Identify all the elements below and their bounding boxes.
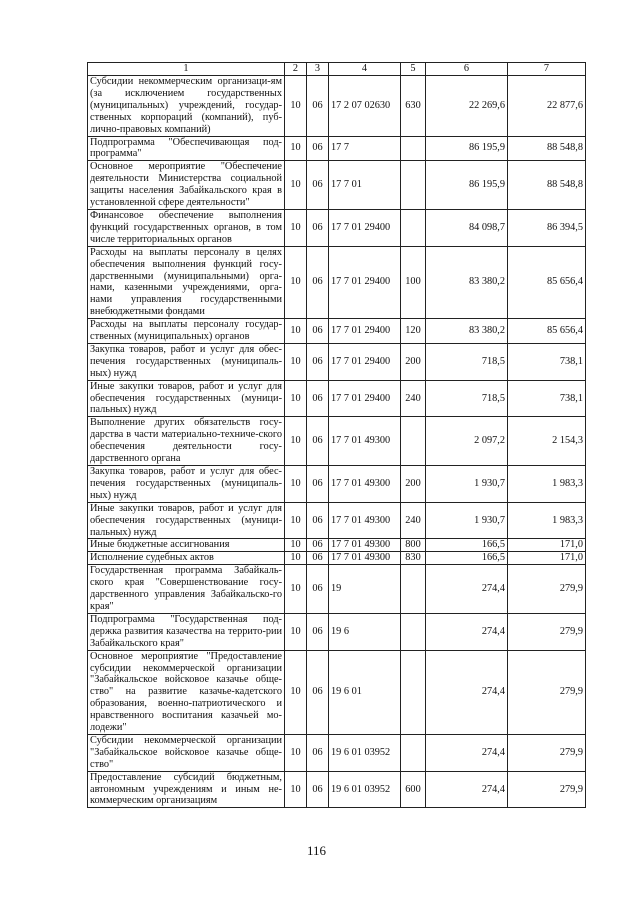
column-header: 4: [329, 63, 401, 76]
subsection-cell: 06: [307, 343, 329, 380]
target-article-cell: 17 7 01 49300: [329, 552, 401, 565]
row-name-cell: Основное мероприятие "Предоставление субсидии некоммерческой организации "Забайкальское войсковое казачье обще-ство" на развитие казачье-кадетского образования, военно-патриотического и нравственного воспитания казачьей мо-лодежи": [88, 650, 285, 734]
amount-year1-cell: 84 098,7: [426, 209, 508, 246]
subsection-cell: 06: [307, 319, 329, 344]
target-article-cell: 17 7: [329, 136, 401, 161]
expense-type-cell: [401, 417, 426, 466]
target-article-cell: 19 6 01 03952: [329, 734, 401, 771]
amount-year1-cell: 274,4: [426, 565, 508, 614]
column-header: 2: [285, 63, 307, 76]
subsection-cell: 06: [307, 136, 329, 161]
row-name-cell: Иные закупки товаров, работ и услуг для обеспечения государственных (муници-пальных) нужд: [88, 502, 285, 539]
table-row: [88, 209, 586, 246]
amount-year1-cell: 274,4: [426, 650, 508, 734]
target-article-cell: 17 7 01 49300: [329, 466, 401, 503]
row-name-cell: Расходы на выплаты персоналу государ-ственных (муниципальных) органов: [88, 319, 285, 344]
amount-year2-cell: 279,9: [508, 613, 586, 650]
row-name-cell: Закупка товаров, работ и услуг для обес-печения государственных (муниципаль-ных) нужд: [88, 466, 285, 503]
expense-type-cell: [401, 565, 426, 614]
table-row: [88, 417, 586, 466]
subsection-cell: 06: [307, 161, 329, 210]
expense-type-cell: 100: [401, 246, 426, 318]
amount-year1-cell: 83 380,2: [426, 319, 508, 344]
target-article-cell: 17 7 01 49300: [329, 539, 401, 552]
subsection-cell: 06: [307, 76, 329, 137]
expense-type-cell: 200: [401, 466, 426, 503]
table-body: [88, 76, 586, 808]
amount-year1-cell: 2 097,2: [426, 417, 508, 466]
section-cell: 10: [285, 161, 307, 210]
section-cell: 10: [285, 771, 307, 808]
subsection-cell: 06: [307, 246, 329, 318]
subsection-cell: 06: [307, 417, 329, 466]
section-cell: 10: [285, 136, 307, 161]
section-cell: 10: [285, 466, 307, 503]
table-row: [88, 466, 586, 503]
table-row: [88, 380, 586, 417]
amount-year1-cell: 274,4: [426, 771, 508, 808]
expense-type-cell: 240: [401, 380, 426, 417]
amount-year1-cell: 718,5: [426, 343, 508, 380]
target-article-cell: 17 7 01 29400: [329, 380, 401, 417]
row-name-cell: Выполнение других обязательств госу-дарства в части материально-техниче-ского обеспечения деятельности госу-дарственного органа: [88, 417, 285, 466]
section-cell: 10: [285, 209, 307, 246]
column-header: 5: [401, 63, 426, 76]
row-name-cell: Закупка товаров, работ и услуг для обес-печения государственных (муниципаль-ных) нужд: [88, 343, 285, 380]
amount-year1-cell: 86 195,9: [426, 161, 508, 210]
row-name-cell: Расходы на выплаты персоналу в целях обеспечения выполнения функций госу-дарственными (муниципальными) орга-нами, казенными учреждениями, орга-нами управления государственными внебюджетными фондами: [88, 246, 285, 318]
expense-type-cell: [401, 136, 426, 161]
table-row: [88, 136, 586, 161]
amount-year1-cell: 274,4: [426, 734, 508, 771]
section-cell: 10: [285, 552, 307, 565]
expense-type-cell: [401, 734, 426, 771]
column-header: 7: [508, 63, 586, 76]
subsection-cell: 06: [307, 209, 329, 246]
subsection-cell: 06: [307, 613, 329, 650]
amount-year2-cell: 738,1: [508, 343, 586, 380]
expense-type-cell: 630: [401, 76, 426, 137]
row-name-cell: Подпрограмма "Государственная под-держка развития казачества на террито-рии Забайкальского края": [88, 613, 285, 650]
subsection-cell: 06: [307, 734, 329, 771]
amount-year2-cell: 85 656,4: [508, 246, 586, 318]
row-name-cell: Финансовое обеспечение выполнения функций государственных органов, в том числе территориальных органов: [88, 209, 285, 246]
section-cell: 10: [285, 565, 307, 614]
section-cell: 10: [285, 613, 307, 650]
subsection-cell: 06: [307, 552, 329, 565]
amount-year2-cell: 1 983,3: [508, 502, 586, 539]
row-name-cell: Иные бюджетные ассигнования: [88, 539, 285, 552]
amount-year1-cell: 1 930,7: [426, 466, 508, 503]
section-cell: 10: [285, 76, 307, 137]
section-cell: 10: [285, 734, 307, 771]
amount-year2-cell: 88 548,8: [508, 161, 586, 210]
subsection-cell: 06: [307, 466, 329, 503]
table-row: [88, 343, 586, 380]
row-name-cell: Основное мероприятие "Обеспечение деятельности Министерства социальной защиты населения Забайкальского края в установленной сфере деятельности": [88, 161, 285, 210]
table-row: [88, 539, 586, 552]
target-article-cell: 19 6 01: [329, 650, 401, 734]
table-row: [88, 565, 586, 614]
row-name-cell: Субсидии некоммерческим организаци-ям (за исключением государственных (муниципальных) учреждений, государ-ственных корпораций (компаний), пуб-лично-правовых компаний): [88, 76, 285, 137]
expense-type-cell: 830: [401, 552, 426, 565]
subsection-cell: 06: [307, 650, 329, 734]
amount-year2-cell: 2 154,3: [508, 417, 586, 466]
table-row: [88, 76, 586, 137]
budget-table: [87, 62, 586, 808]
section-cell: 10: [285, 246, 307, 318]
row-name-cell: Субсидии некоммерческой организации "Забайкальское войсковое казачье обще-ство": [88, 734, 285, 771]
amount-year2-cell: 86 394,5: [508, 209, 586, 246]
section-cell: 10: [285, 502, 307, 539]
amount-year2-cell: 279,9: [508, 565, 586, 614]
target-article-cell: 19: [329, 565, 401, 614]
table-row: [88, 771, 586, 808]
expense-type-cell: [401, 161, 426, 210]
table-row: [88, 650, 586, 734]
table-row: [88, 552, 586, 565]
expense-type-cell: [401, 613, 426, 650]
section-cell: 10: [285, 539, 307, 552]
expense-type-cell: [401, 209, 426, 246]
amount-year2-cell: 279,9: [508, 650, 586, 734]
row-name-cell: Предоставление субсидий бюджетным, автономным учреждениям и иным не-коммерческим организациям: [88, 771, 285, 808]
target-article-cell: 17 7 01 29400: [329, 343, 401, 380]
amount-year1-cell: 166,5: [426, 552, 508, 565]
subsection-cell: 06: [307, 771, 329, 808]
amount-year1-cell: 86 195,9: [426, 136, 508, 161]
amount-year1-cell: 83 380,2: [426, 246, 508, 318]
row-name-cell: Исполнение судебных актов: [88, 552, 285, 565]
table-row: [88, 502, 586, 539]
column-header: 1: [88, 63, 285, 76]
amount-year2-cell: 171,0: [508, 552, 586, 565]
amount-year2-cell: 279,9: [508, 734, 586, 771]
section-cell: 10: [285, 380, 307, 417]
target-article-cell: 17 7 01 49300: [329, 502, 401, 539]
expense-type-cell: 600: [401, 771, 426, 808]
target-article-cell: 17 7 01 29400: [329, 246, 401, 318]
page-number: 116: [306, 843, 327, 858]
table-row: [88, 319, 586, 344]
row-name-cell: Государственная программа Забайкаль-ского края "Совершенствование госу-дарственного управления Забайкальско-го края": [88, 565, 285, 614]
table-header-row: [88, 63, 586, 76]
amount-year2-cell: 22 877,6: [508, 76, 586, 137]
target-article-cell: 19 6: [329, 613, 401, 650]
column-header: 6: [426, 63, 508, 76]
section-cell: 10: [285, 650, 307, 734]
subsection-cell: 06: [307, 380, 329, 417]
subsection-cell: 06: [307, 565, 329, 614]
amount-year1-cell: 1 930,7: [426, 502, 508, 539]
expense-type-cell: 800: [401, 539, 426, 552]
target-article-cell: 17 7 01 49300: [329, 417, 401, 466]
amount-year2-cell: 88 548,8: [508, 136, 586, 161]
target-article-cell: 17 7 01 29400: [329, 319, 401, 344]
target-article-cell: 17 7 01 29400: [329, 209, 401, 246]
row-name-cell: Иные закупки товаров, работ и услуг для обеспечения государственных (муници-пальных) нужд: [88, 380, 285, 417]
amount-year2-cell: 1 983,3: [508, 466, 586, 503]
table-row: [88, 246, 586, 318]
row-name-cell: Подпрограмма "Обеспечивающая под-программа": [88, 136, 285, 161]
section-cell: 10: [285, 319, 307, 344]
subsection-cell: 06: [307, 539, 329, 552]
table-row: [88, 734, 586, 771]
amount-year1-cell: 718,5: [426, 380, 508, 417]
amount-year2-cell: 171,0: [508, 539, 586, 552]
section-cell: 10: [285, 343, 307, 380]
amount-year1-cell: 166,5: [426, 539, 508, 552]
amount-year2-cell: 279,9: [508, 771, 586, 808]
table-row: [88, 613, 586, 650]
target-article-cell: 17 2 07 02630: [329, 76, 401, 137]
amount-year1-cell: 274,4: [426, 613, 508, 650]
target-article-cell: 19 6 01 03952: [329, 771, 401, 808]
amount-year2-cell: 85 656,4: [508, 319, 586, 344]
amount-year1-cell: 22 269,6: [426, 76, 508, 137]
subsection-cell: 06: [307, 502, 329, 539]
expense-type-cell: 200: [401, 343, 426, 380]
expense-type-cell: 120: [401, 319, 426, 344]
expense-type-cell: [401, 650, 426, 734]
target-article-cell: 17 7 01: [329, 161, 401, 210]
expense-type-cell: 240: [401, 502, 426, 539]
column-header: 3: [307, 63, 329, 76]
section-cell: 10: [285, 417, 307, 466]
table-row: [88, 161, 586, 210]
amount-year2-cell: 738,1: [508, 380, 586, 417]
